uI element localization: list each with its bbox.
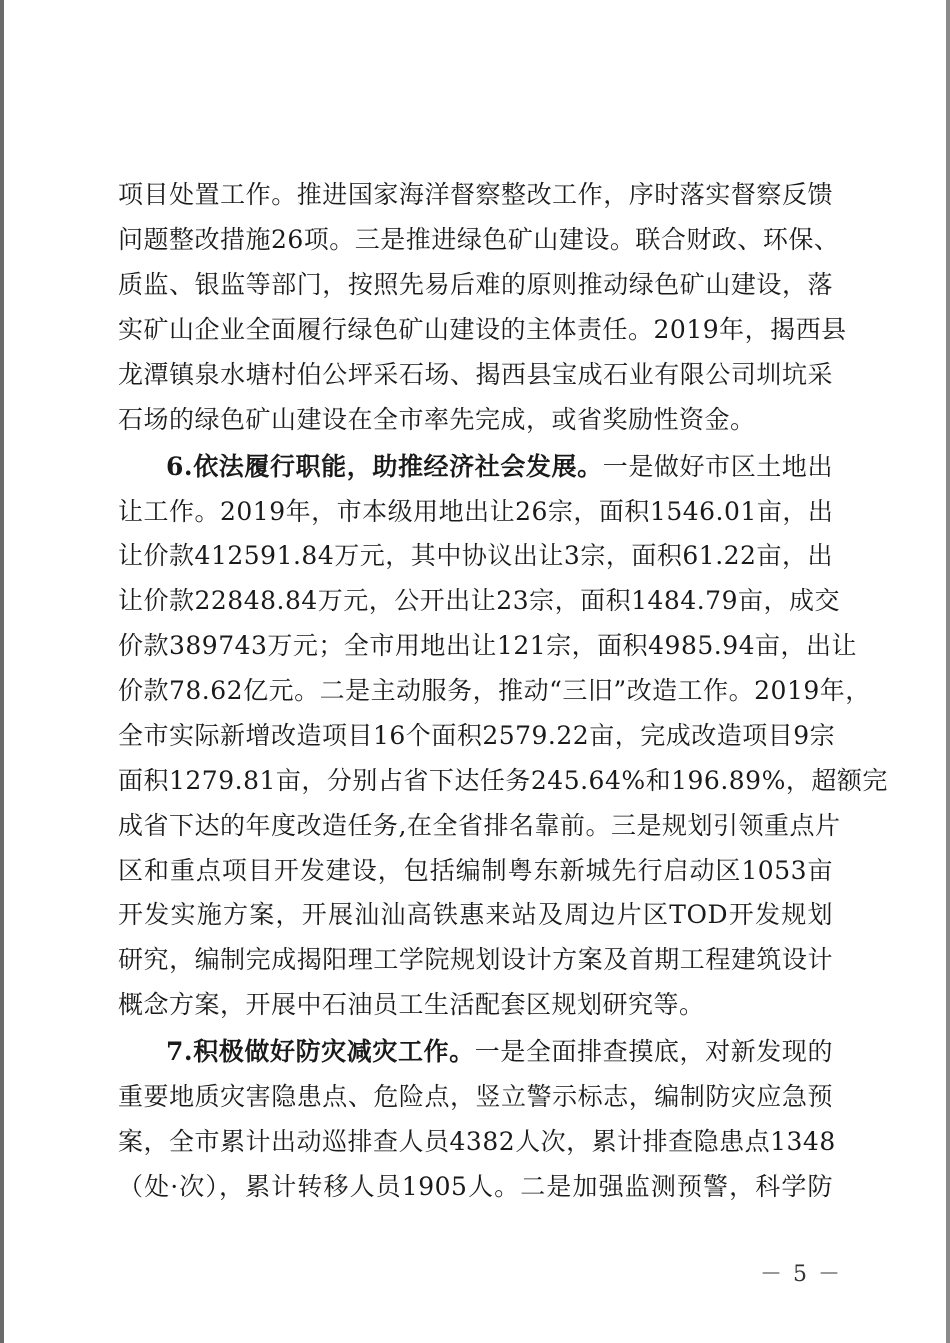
section6-first-line-rest: 一是做好市区土地出 [602,452,833,481]
paragraph-line: 成省下达的年度改造任务,在全省排名靠前。三是规划引领重点片 [118,811,841,840]
paragraph-line: 价款389743万元；全市用地出让121宗，面积4985.94亩，出让 [118,631,858,660]
scan-left-edge [0,0,4,1343]
scan-right-edge [946,0,950,1343]
paragraph-line: 让工作。2019年，市本级用地出让26宗，面积1546.01亩，出 [118,497,834,526]
paragraph-line: 质监、银监等部门，按照先易后难的原则推动绿色矿山建设，落 [118,270,833,299]
paragraph-line: （处·次），累计转移人员1905人。二是加强监测预警，科学防 [118,1172,833,1201]
section7-first-line-rest: 一是全面排查摸底，对新发现的 [474,1037,833,1066]
paragraph-line: 龙潭镇泉水塘村伯公坪采石场、揭西县宝成石业有限公司圳坑采 [118,360,833,389]
paragraph-line: 石场的绿色矿山建设在全市率先完成，或省奖励性资金。 [118,405,756,434]
paragraph-line: 让价款412591.84万元，其中协议出让3宗，面积61.22亩，出 [118,541,833,570]
paragraph-line: 全市实际新增改造项目16个面积2579.22亩，完成改造项目9宗 [118,721,836,750]
section6-first-line [166,452,833,482]
page-number: － 5 － [760,1262,842,1287]
section7-heading: 7.积极做好防灾减灾工作。 [166,1037,475,1066]
paragraph-line: 开发实施方案，开展汕汕高铁惠来站及周边片区TOD开发规划 [118,900,833,929]
paragraph-line: 研究，编制完成揭阳理工学院规划设计方案及首期工程建筑设计 [118,945,833,974]
paragraph-line: 让价款22848.84万元，公开出让23宗，面积1484.79亩，成交 [118,586,840,615]
paragraph-line: 案，全市累计出动巡排查人员4382人次，累计排查隐患点1348 [118,1127,836,1156]
paragraph-line: 实矿山企业全面履行绿色矿山建设的主体责任。2019年，揭西县 [118,315,847,344]
paragraph-line: 重要地质灾害隐患点、危险点，竖立警示标志，编制防灾应急预 [118,1082,833,1111]
paragraph-line: 项目处置工作。推进国家海洋督察整改工作，序时落实督察反馈 [118,180,833,209]
section7-first-line [166,1037,833,1067]
section6-heading: 6.依法履行职能，助推经济社会发展。 [166,452,603,481]
paragraph-line: 问题整改措施26项。三是推进绿色矿山建设。联合财政、环保、 [118,225,840,254]
paragraph-line: 区和重点项目开发建设，包括编制粤东新城先行启动区1053亩 [118,856,833,885]
paragraph-line: 价款78.62亿元。二是主动服务，推动“三旧”改造工作。2019年， [118,676,871,705]
paragraph-line: 面积1279.81亩，分别占省下达任务245.64%和196.89%，超额完 [118,766,888,795]
paragraph-line: 概念方案，开展中石油员工生活配套区规划研究等。 [118,990,705,1019]
